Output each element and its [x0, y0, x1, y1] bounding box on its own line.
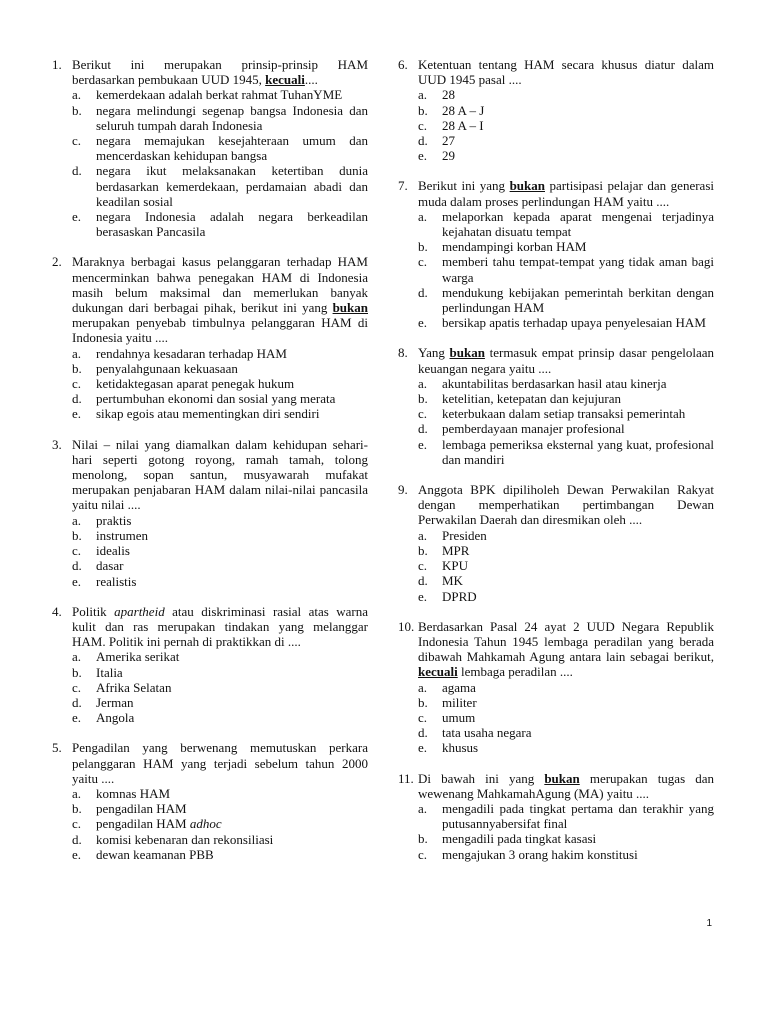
emphasis-keyword: kecuali — [418, 664, 458, 680]
answer-option — [72, 361, 368, 376]
option-text: bersikap apatis terhadap upaya penyelesaian HAM — [442, 315, 706, 331]
option-text: pengadilan HAM — [96, 801, 187, 817]
option-letter: b. — [418, 831, 428, 847]
answer-option — [418, 725, 714, 740]
answer-option — [418, 406, 714, 421]
option-text: mengadili pada tingkat kasasi — [442, 831, 597, 847]
answer-option — [418, 558, 714, 573]
option-text: praktis — [96, 512, 132, 528]
answer-option — [418, 710, 714, 725]
answer-option — [72, 832, 368, 847]
option-text: realistis — [96, 573, 137, 589]
option-letter: b. — [418, 542, 428, 558]
answer-option — [418, 680, 714, 695]
option-letter: a. — [418, 679, 428, 695]
question-number: 11. — [398, 770, 414, 786]
option-letter: e. — [72, 846, 82, 862]
option-text: komnas HAM — [96, 785, 171, 801]
option-text: umum — [442, 709, 476, 725]
answer-option — [418, 148, 714, 163]
option-text: negara Indonesia adalah negara berkeadilan berasaskan Pancasila — [96, 209, 368, 240]
option-text: kemerdekaan adalah berkat rahmat TuhanYME — [96, 87, 343, 103]
answer-option — [72, 513, 368, 528]
question-3 — [52, 437, 368, 589]
option-letter: b. — [418, 694, 428, 710]
answer-option — [72, 847, 368, 862]
option-letter: d. — [418, 725, 428, 741]
option-letter: a. — [72, 512, 82, 528]
option-list — [72, 87, 368, 239]
option-letter: b. — [72, 527, 82, 543]
question-text: Ketentuan tentang HAM secara khusus diatur dalam UUD 1945 pasal .... — [418, 57, 714, 88]
question-6 — [398, 57, 714, 163]
option-text: 28 — [442, 87, 455, 103]
answer-option — [418, 118, 714, 133]
answer-option — [418, 285, 714, 315]
option-letter: d. — [72, 391, 82, 407]
option-letter: a. — [418, 527, 428, 543]
answer-option — [72, 87, 368, 102]
answer-option — [72, 665, 368, 680]
option-letter: c. — [418, 117, 428, 133]
answer-option — [418, 391, 714, 406]
question-number: 6. — [398, 57, 408, 72]
option-text: keterbukaan dalam setiap transaksi pemerintah — [442, 406, 686, 422]
option-text: sikap egois atau mementingkan diri sendiri — [96, 406, 320, 422]
option-text: dewan keamanan PBB — [96, 846, 214, 862]
question-number: 1. — [52, 57, 62, 72]
option-list — [72, 346, 368, 422]
question-text: Di bawah ini yang bukan merupakan tugas dan wewenang MahkamahAgung (MA) yaitu .... — [418, 770, 715, 801]
option-letter: e. — [418, 436, 428, 452]
answer-option — [72, 680, 368, 695]
question-5 — [52, 740, 368, 862]
question-text: Anggota BPK dipiliholeh Dewan Perwakilan Rakyat dengan memperhatikan pertimbangan Dewan Perwakilan Daerah dan diresmikan oleh .... — [418, 482, 714, 528]
question-text: Maraknya berbagai kasus pelanggaran terhadap HAM mencerminkan bahwa penegakan HAM di Indonesia masih belum maksimal dan memerlukan banyak dukungan dari berbagai pihak, berikut ini yang bukan merupakan penyebab timbulnya pelanggaran HAM di Indonesia yaitu .... — [72, 254, 368, 346]
option-text: 29 — [442, 148, 455, 164]
answer-option — [418, 133, 714, 148]
option-letter: d. — [72, 831, 82, 847]
option-letter: a. — [418, 800, 428, 816]
answer-option — [418, 87, 714, 102]
option-text: DPRD — [442, 588, 477, 604]
option-text: akuntabilitas berdasarkan hasil atau kinerja — [442, 375, 667, 391]
option-letter: d. — [72, 694, 82, 710]
option-letter: a. — [72, 87, 82, 103]
answer-option — [72, 816, 368, 831]
option-text: lembaga pemeriksa eksternal yang kuat, profesional dan mandiri — [442, 436, 714, 467]
italic-term: apartheid — [114, 603, 165, 619]
answer-option — [418, 573, 714, 588]
emphasis-keyword: bukan — [544, 770, 580, 786]
question-text: Yang bukan termasuk empat prinsip dasar pengelolaan keuangan negara yaitu .... — [418, 345, 715, 376]
option-text: ketelitian, ketepatan dan kejujuran — [442, 391, 622, 407]
option-text: mengadili pada tingkat pertama dan terakhir yang putusannyabersifat final — [442, 800, 714, 832]
option-list — [418, 87, 714, 163]
option-letter: d. — [72, 558, 82, 574]
question-1 — [52, 57, 368, 239]
answer-option — [72, 391, 368, 406]
option-letter: a. — [418, 87, 428, 103]
option-letter: d. — [418, 573, 428, 589]
option-text: khusus — [442, 740, 479, 756]
option-list — [72, 786, 368, 862]
answer-option — [72, 543, 368, 558]
answer-option — [72, 710, 368, 725]
option-text: komisi kebenaran dan rekonsiliasi — [96, 831, 274, 847]
option-list — [418, 680, 714, 756]
option-list — [72, 649, 368, 725]
question-text: Berikut ini merupakan prinsip-prinsip HAM berdasarkan pembukaan UUD 1945, kecuali.... — [72, 57, 368, 88]
answer-option — [72, 346, 368, 361]
option-letter: a. — [72, 649, 82, 665]
option-letter: e. — [72, 710, 82, 726]
option-text: pengadilan HAM adhoc — [96, 816, 222, 832]
question-number: 9. — [398, 482, 408, 498]
option-text: penyalahgunaan kekuasaan — [96, 360, 238, 376]
option-letter: a. — [418, 375, 428, 391]
option-text: mendukung kebijakan pemerintah berkitan dengan perlindungan HAM — [442, 284, 714, 316]
question-8 — [398, 345, 714, 467]
option-letter: b. — [72, 102, 82, 118]
question-9 — [398, 482, 714, 604]
option-text: mengajukan 3 orang hakim konstitusi — [442, 846, 638, 862]
answer-option — [72, 376, 368, 391]
answer-option — [72, 786, 368, 801]
emphasis-keyword: bukan — [449, 345, 485, 361]
option-text: negara ikut melaksanakan ketertiban dunia berdasarkan kemerdekaan, perdamaian abadi dan keadilan sosial — [96, 163, 368, 209]
option-letter: c. — [418, 406, 428, 422]
option-list — [418, 528, 714, 604]
option-letter: d. — [418, 284, 428, 300]
question-number: 8. — [398, 345, 408, 361]
option-letter: b. — [418, 102, 428, 118]
page-number: 1 — [706, 918, 712, 929]
option-list — [418, 801, 714, 862]
answer-option — [418, 740, 714, 755]
answer-option — [418, 437, 714, 467]
question-11 — [398, 771, 714, 862]
option-letter: c. — [72, 133, 82, 149]
option-text: pertumbuhan ekonomi dan sosial yang merata — [96, 391, 336, 407]
option-text: Presiden — [442, 527, 487, 543]
answer-option — [72, 695, 368, 710]
right-column — [398, 57, 714, 877]
option-text: militer — [442, 694, 477, 710]
answer-option — [418, 376, 714, 391]
option-text: KPU — [442, 558, 469, 574]
option-letter: e. — [418, 148, 428, 164]
option-letter: c. — [418, 846, 428, 862]
option-text: rendahnya kesadaran terhadap HAM — [96, 345, 287, 361]
option-letter: b. — [72, 664, 82, 680]
option-list — [72, 513, 368, 589]
answer-option — [72, 649, 368, 664]
question-number: 10. — [398, 618, 415, 634]
option-text: negara memajukan kesejahteraan umum dan mencerdaskan kehidupan bangsa — [96, 133, 368, 164]
question-number: 5. — [52, 740, 62, 756]
question-number: 3. — [52, 436, 62, 452]
option-text: tata usaha negara — [442, 725, 532, 741]
option-letter: c. — [72, 376, 82, 392]
answer-option — [72, 209, 368, 239]
option-letter: c. — [72, 679, 82, 695]
option-text: 28 A – I — [442, 117, 484, 133]
option-letter: b. — [418, 239, 428, 255]
answer-option — [418, 801, 714, 831]
answer-option — [72, 103, 368, 133]
question-2 — [52, 254, 368, 421]
option-letter: a. — [418, 208, 428, 224]
answer-option — [418, 421, 714, 436]
option-letter: c. — [418, 558, 428, 574]
option-text: negara melindungi segenap bangsa Indonesia dan seluruh tumpah darah Indonesia — [96, 102, 368, 133]
answer-option — [418, 254, 714, 284]
option-text: dasar — [96, 558, 124, 574]
question-text: Berdasarkan Pasal 24 ayat 2 UUD Negara Republik Indonesia Tahun 1945 lembaga peradilan yang berada dibawah Mahkamah Agung antara lain sebagai berikut, kecuali lembaga peradilan .... — [418, 618, 714, 680]
answer-option — [418, 847, 714, 862]
answer-option — [418, 239, 714, 254]
question-text: Politik apartheid atau diskriminasi rasial atas warna kulit dan ras merupakan tindakan yang melanggar HAM. Politik ini pernah di praktikkan di .... — [72, 603, 368, 650]
option-letter: c. — [72, 816, 82, 832]
answer-option — [418, 589, 714, 604]
option-text: pemberdayaan manajer profesional — [442, 421, 625, 437]
option-letter: d. — [418, 421, 428, 437]
question-7 — [398, 178, 714, 330]
option-text: Angola — [96, 710, 135, 726]
option-text: mendampingi korban HAM — [442, 239, 587, 255]
option-letter: e. — [72, 573, 82, 589]
option-text: agama — [442, 679, 476, 695]
option-text: 27 — [442, 133, 455, 149]
italic-term: adhoc — [189, 816, 222, 832]
answer-option — [72, 801, 368, 816]
question-text: Pengadilan yang berwenang memutuskan perkara pelanggaran HAM yang terjadi sebelum tahun 2000 yaitu .... — [72, 740, 368, 786]
option-letter: e. — [72, 406, 82, 422]
question-10 — [398, 619, 714, 756]
emphasis-keyword: bukan — [332, 300, 368, 316]
option-letter: a. — [72, 785, 82, 801]
answer-option — [72, 558, 368, 573]
option-list — [418, 376, 714, 467]
answer-option — [72, 528, 368, 543]
question-number: 7. — [398, 178, 408, 194]
option-letter: b. — [418, 391, 428, 407]
option-text: instrumen — [96, 527, 148, 543]
option-letter: b. — [72, 360, 82, 376]
option-letter: c. — [418, 709, 428, 725]
option-text: memberi tahu tempat-tempat yang tidak aman bagi warga — [442, 254, 714, 285]
answer-option — [72, 133, 368, 163]
option-letter: d. — [72, 163, 82, 179]
option-list — [418, 209, 714, 331]
option-text: 28 A – J — [442, 102, 485, 118]
answer-option — [418, 209, 714, 239]
option-letter: e. — [418, 740, 428, 756]
emphasis-keyword: kecuali — [265, 72, 305, 88]
answer-option — [72, 163, 368, 209]
option-text: Afrika Selatan — [96, 679, 172, 695]
answer-option — [418, 315, 714, 330]
answer-option — [72, 406, 368, 421]
answer-option — [418, 543, 714, 558]
option-text: idealis — [96, 543, 130, 559]
question-text: Nilai – nilai yang diamalkan dalam kehidupan sehari-hari seperti gotong royong, ramah tamah, tolong menolong, sopan santun, musyawarah mufakat merupakan penjabaran HAM dalam nilai-nilai pancasila yaitu nilai .... — [72, 436, 368, 513]
option-letter: b. — [72, 801, 82, 817]
option-letter: d. — [418, 133, 428, 149]
option-text: ketidaktegasan aparat penegak hukum — [96, 376, 295, 392]
answer-option — [418, 831, 714, 846]
option-letter: c. — [418, 254, 428, 270]
question-4 — [52, 604, 368, 726]
answer-option — [418, 528, 714, 543]
option-letter: e. — [418, 315, 428, 331]
question-text: Berikut ini yang bukan partisipasi pelajar dan generasi muda dalam proses perlindungan HAM yaitu .... — [418, 178, 714, 209]
option-letter: a. — [72, 345, 82, 361]
left-column — [52, 57, 368, 877]
option-letter: e. — [72, 209, 82, 225]
question-number: 4. — [52, 603, 62, 619]
answer-option — [72, 574, 368, 589]
emphasis-keyword: bukan — [509, 178, 545, 194]
question-number: 2. — [52, 254, 62, 270]
option-letter: c. — [72, 543, 82, 559]
option-letter: e. — [418, 588, 428, 604]
answer-option — [418, 695, 714, 710]
option-text: melaporkan kepada aparat mengenai terjadinya kejahatan disuatu tempat — [442, 208, 714, 240]
option-text: Italia — [96, 664, 123, 680]
option-text: Amerika serikat — [96, 649, 180, 665]
option-text: MK — [442, 573, 463, 589]
answer-option — [418, 103, 714, 118]
option-text: Jerman — [96, 694, 134, 710]
option-text: MPR — [442, 542, 470, 558]
